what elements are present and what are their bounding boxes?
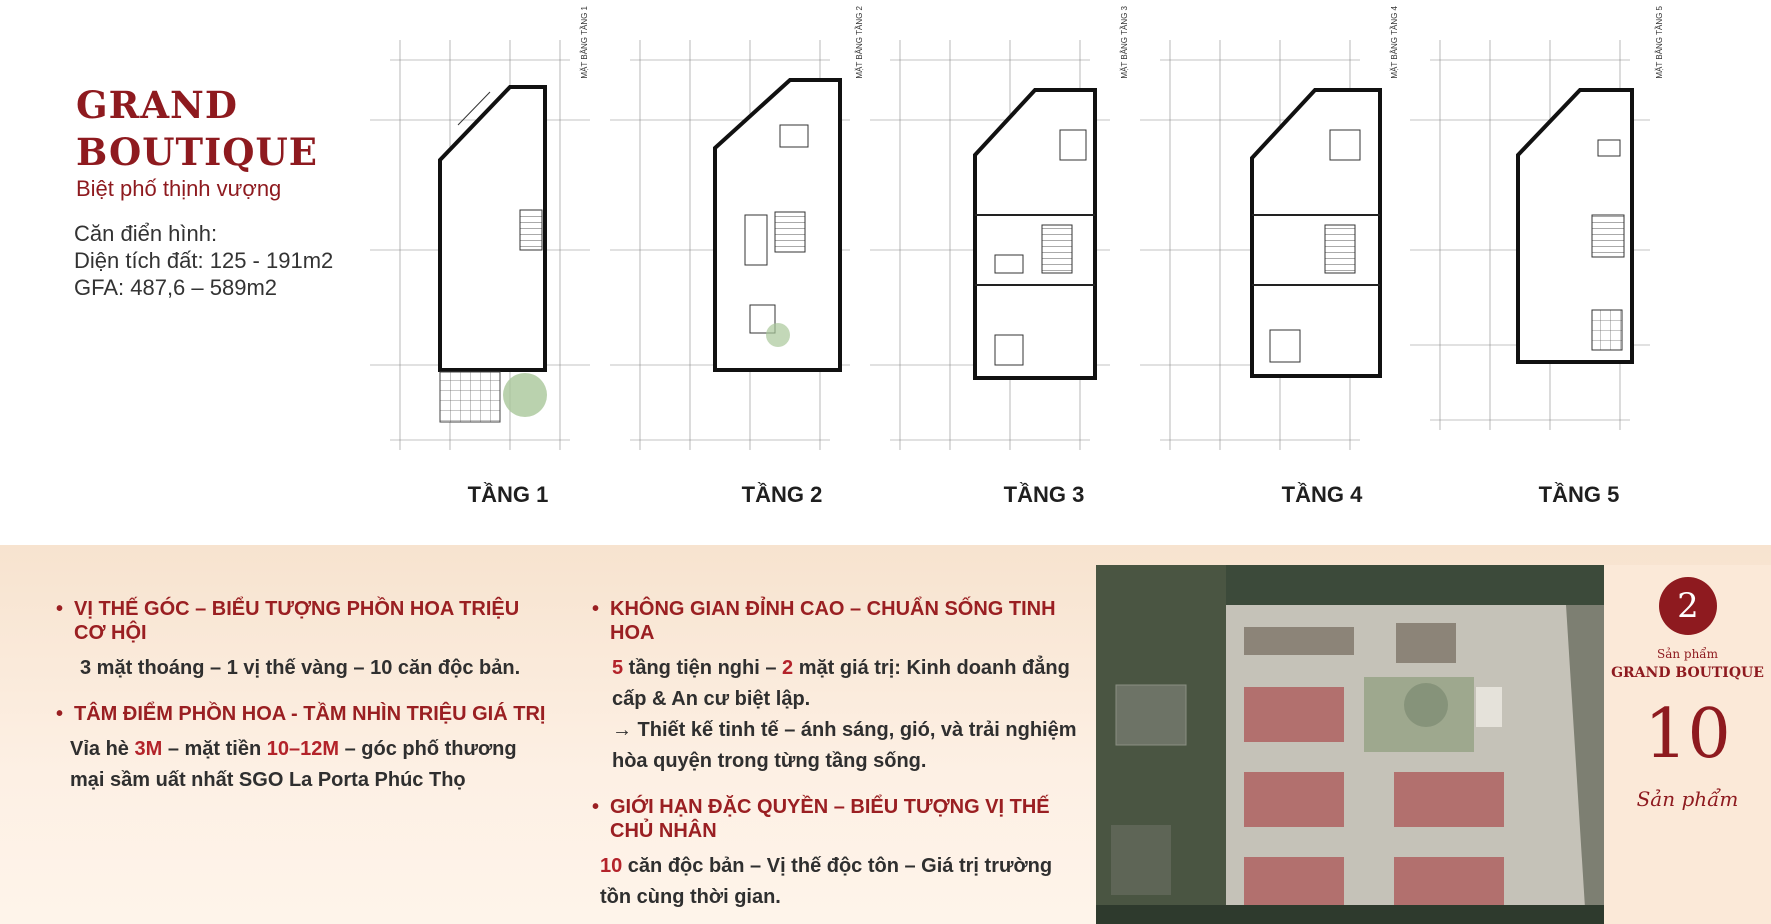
- brand-title: [76, 82, 318, 176]
- specs-land-area: Diện tích đất: 125 - 191m2: [74, 248, 334, 273]
- feature-body-hub-text: – mặt tiền: [162, 738, 267, 760]
- floor-1-caption: MẶT BẰNG TẦNG 1: [580, 6, 589, 79]
- product-card-label: Sản phẩm: [1656, 647, 1719, 661]
- feature-heading-hub: • TÂM ĐIỂM PHỒN HOA - TẦM NHÌN TRIỆU GIÁ TRỊ: [56, 702, 556, 726]
- floor-3-walls: [975, 90, 1095, 378]
- feature-body-space-fronts: 2: [782, 657, 794, 679]
- feature-heading-corner: • VỊ THẾ GÓC – BIỂU TƯỢNG PHỒN HOA TRIỆU CƠ HỘI: [56, 597, 556, 645]
- feature-body-space-floors: 5: [612, 657, 624, 679]
- floor-3-caption: MẶT BẰNG TẦNG 3: [1120, 6, 1129, 79]
- site-map-drawing: [1096, 565, 1604, 924]
- floor-2-caption: MẶT BẰNG TẦNG 2: [855, 6, 864, 79]
- floor-5-label: TẦNG 5: [1538, 482, 1620, 507]
- feature-body-space-text: tầng tiện nghi –: [623, 657, 783, 679]
- feature-heading-exclusive: • GIỚI HẠN ĐẶC QUYỀN – BIỂU TƯỢNG VỊ THẾ CHỦ NHÂN: [592, 795, 1088, 843]
- floor-4-walls: [1252, 90, 1380, 376]
- floor-1-walls: [440, 87, 547, 422]
- brand-title-line1: GRAND: [76, 83, 238, 127]
- feature-body-space-text: mặt giá trị: Kinh doanh đẳng cấp & An cư biệt lập.: [612, 657, 1070, 710]
- feature-body-space-design: → Thiết kế tinh tế – ánh sáng, gió, và trải nghiệm hòa quyện trong từng tầng sống.: [612, 719, 1077, 772]
- floor-2-label: TẦNG 2: [741, 482, 823, 507]
- floor-2-walls: [715, 80, 840, 370]
- floor-5-caption: MẶT BẰNG TẦNG 5: [1655, 6, 1664, 79]
- feature-body-corner: 3 mặt thoáng – 1 vị thế vàng – 10 căn độc bản.: [80, 657, 521, 679]
- floor-4-label: TẦNG 4: [1281, 482, 1363, 507]
- site-map-image: [1096, 565, 1604, 924]
- feature-body-exclusive: [592, 851, 1088, 913]
- brand-subtitle: Biệt phố thịnh vượng: [76, 176, 282, 201]
- floor-3-label: TẦNG 3: [1003, 482, 1085, 507]
- floor-plans-drawing: [370, 0, 1700, 470]
- features-left: [56, 597, 556, 796]
- feature-body-exclusive-text: căn độc bản – Vị thế độc tôn – Giá trị trường tồn cùng thời gian.: [600, 855, 1053, 908]
- specs-block: [74, 220, 333, 301]
- brand-title-line2: BOUTIQUE: [76, 130, 318, 174]
- feature-heading-space: • KHÔNG GIAN ĐỈNH CAO – CHUẨN SỐNG TINH HOA: [592, 597, 1088, 645]
- feature-body-hub: [56, 734, 556, 796]
- product-number-badge: 2: [1659, 577, 1717, 635]
- feature-body-hub-text: – góc phố thương mại sầm uất nhất SGO La Porta Phúc Thọ: [70, 738, 517, 791]
- feature-body-hub-sidewalk: 3M: [134, 738, 163, 760]
- product-card-name: GRAND BOUTIQUE: [1611, 665, 1764, 681]
- floor-plans: [370, 0, 1700, 470]
- floor-1-label: TẦNG 1: [467, 482, 549, 507]
- feature-body-space: [592, 653, 1088, 715]
- product-card-unit: Sản phẩm: [1636, 787, 1739, 811]
- features-right: [592, 597, 1088, 913]
- floor-4-caption: MẶT BẰNG TẦNG 4: [1390, 6, 1399, 79]
- specs-heading: Căn điển hình:: [74, 221, 218, 246]
- product-card: [1604, 565, 1771, 924]
- feature-body-exclusive-count: 10: [600, 855, 623, 877]
- feature-body-hub-frontage: 10–12M: [266, 738, 340, 760]
- specs-gfa: GFA: 487,6 – 589m2: [74, 275, 278, 300]
- product-card-count: 10: [1644, 695, 1731, 774]
- floor-5-walls: [1518, 90, 1632, 362]
- feature-body-hub-text: Vỉa hè: [70, 738, 135, 760]
